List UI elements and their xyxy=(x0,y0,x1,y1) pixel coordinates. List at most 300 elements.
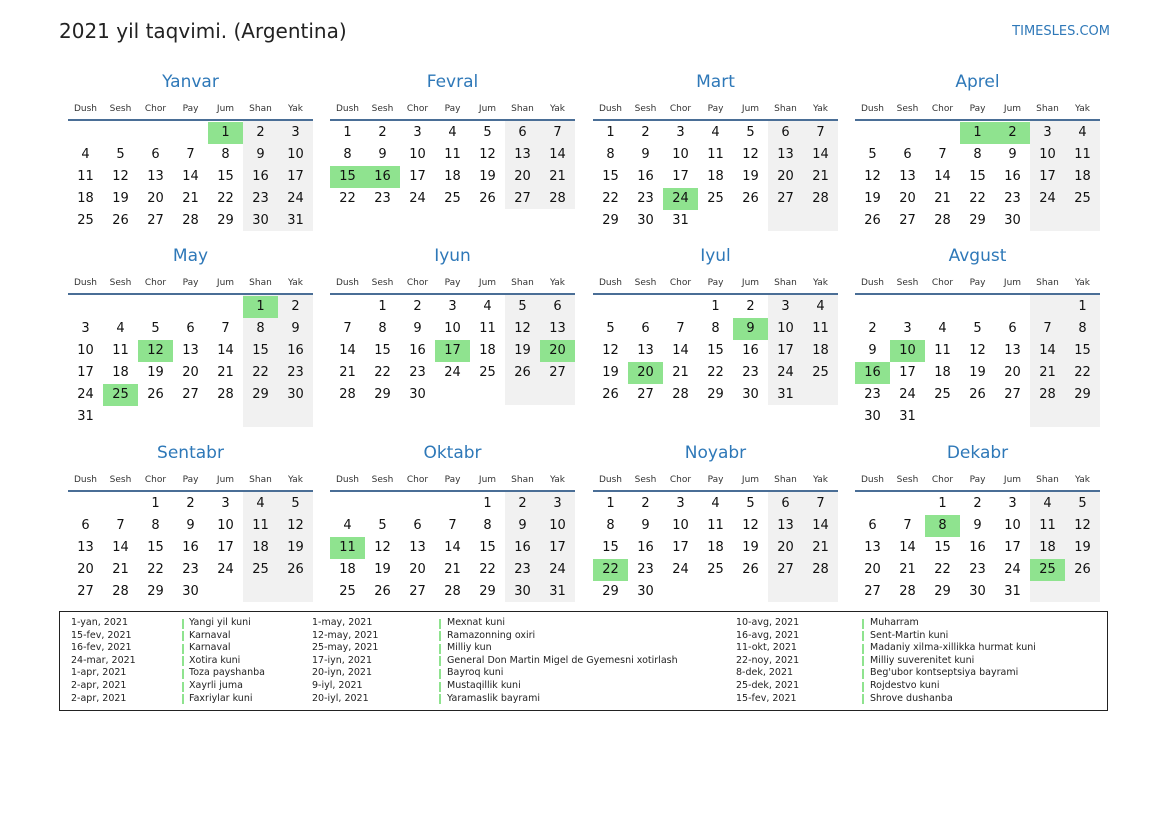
day-cell: 19 xyxy=(602,365,619,380)
weekday-header: Shan xyxy=(1036,475,1059,485)
header-rule xyxy=(68,293,313,295)
legend-date: 15-fev, 2021 xyxy=(71,629,132,641)
day-cell: 18 xyxy=(707,169,724,184)
day-cell: 25 xyxy=(707,191,724,206)
day-cell: 31 xyxy=(672,213,689,228)
day-cell: 1 xyxy=(151,496,160,511)
day-cell: 4 xyxy=(711,496,720,511)
holiday-cell: 1 xyxy=(960,122,995,144)
legend-holiday-name: Faxriylar kuni xyxy=(189,692,253,704)
weekday-header: Pay xyxy=(444,104,461,114)
day-cell: 5 xyxy=(746,125,755,140)
day-cell: 30 xyxy=(969,584,986,599)
month-name: Aprel xyxy=(955,72,1000,92)
weekday-header: Dush xyxy=(598,475,623,485)
weekday-header: Dush xyxy=(598,104,623,114)
holiday-cell: 24 xyxy=(663,188,698,210)
day-cell: 11 xyxy=(112,343,129,358)
day-cell: 1 xyxy=(378,299,387,314)
day-cell: 10 xyxy=(549,518,566,533)
day-cell: 1 xyxy=(938,496,947,511)
day-cell: 2 xyxy=(973,496,982,511)
day-cell: 4 xyxy=(711,125,720,140)
site-brand-link[interactable]: TIMESLES.COM xyxy=(1012,24,1110,39)
weekday-header: Jum xyxy=(216,278,235,288)
legend-marker xyxy=(182,669,184,679)
legend-holiday-name: Mustaqillik kuni xyxy=(447,680,521,691)
day-cell: 24 xyxy=(549,562,566,577)
day-cell: 18 xyxy=(444,169,461,184)
day-cell: 10 xyxy=(217,518,234,533)
legend-marker xyxy=(182,644,184,654)
weekday-header: Shan xyxy=(511,104,534,114)
legend-holiday-name: Yangi yil kuni xyxy=(189,617,251,628)
day-cell: 21 xyxy=(444,562,461,577)
header-rule xyxy=(855,490,1100,492)
day-cell: 17 xyxy=(672,540,689,555)
legend-date: 17-iyn, 2021 xyxy=(312,654,373,666)
day-cell: 3 xyxy=(221,496,230,511)
day-cell: 4 xyxy=(256,496,265,511)
day-cell: 29 xyxy=(1074,387,1091,402)
day-cell: 24 xyxy=(1004,562,1021,577)
weekday-header: Chor xyxy=(669,104,692,114)
weekday-header: Shan xyxy=(249,104,272,114)
day-cell: 17 xyxy=(672,169,689,184)
legend-date: 1-may, 2021 xyxy=(312,617,373,628)
weekday-header: Yak xyxy=(288,104,303,114)
weekday-header: Shan xyxy=(511,278,534,288)
day-cell: 21 xyxy=(549,169,566,184)
day-cell: 21 xyxy=(217,365,234,380)
day-cell: 30 xyxy=(514,584,531,599)
day-cell: 20 xyxy=(864,562,881,577)
day-cell: 29 xyxy=(252,387,269,402)
legend-marker xyxy=(439,631,441,641)
day-cell: 2 xyxy=(641,125,650,140)
day-cell: 7 xyxy=(816,496,825,511)
day-cell: 22 xyxy=(969,191,986,206)
day-cell: 14 xyxy=(672,343,689,358)
legend-date: 25-dek, 2021 xyxy=(736,680,800,691)
day-cell: 28 xyxy=(549,191,566,206)
day-cell: 27 xyxy=(147,213,164,228)
day-cell: 16 xyxy=(514,540,531,555)
day-cell: 29 xyxy=(147,584,164,599)
weekday-header: Pay xyxy=(182,104,199,114)
day-cell: 4 xyxy=(938,321,947,336)
day-cell: 10 xyxy=(1039,147,1056,162)
day-cell: 23 xyxy=(374,191,391,206)
day-cell: 5 xyxy=(116,147,125,162)
day-cell: 15 xyxy=(217,169,234,184)
weekday-header: Jum xyxy=(1003,104,1022,114)
weekday-header: Pay xyxy=(182,278,199,288)
day-cell: 9 xyxy=(641,518,650,533)
day-cell: 23 xyxy=(287,365,304,380)
day-cell: 9 xyxy=(378,147,387,162)
legend-date: 15-fev, 2021 xyxy=(736,692,797,704)
day-cell: 9 xyxy=(868,343,877,358)
day-cell: 7 xyxy=(1043,321,1052,336)
day-cell: 14 xyxy=(182,169,199,184)
day-cell: 15 xyxy=(374,343,391,358)
day-cell: 26 xyxy=(742,191,759,206)
day-cell: 10 xyxy=(409,147,426,162)
weekday-header: Yak xyxy=(550,104,565,114)
day-cell: 23 xyxy=(969,562,986,577)
day-cell: 8 xyxy=(973,147,982,162)
day-cell: 16 xyxy=(637,169,654,184)
legend-holiday-name: Xayrli juma xyxy=(189,680,243,691)
weekday-header: Pay xyxy=(707,278,724,288)
day-cell: 22 xyxy=(252,365,269,380)
day-cell: 26 xyxy=(864,213,881,228)
day-cell: 26 xyxy=(147,387,164,402)
day-cell: 4 xyxy=(343,518,352,533)
day-cell: 13 xyxy=(147,169,164,184)
header-rule xyxy=(855,119,1100,121)
day-cell: 22 xyxy=(602,191,619,206)
header-rule xyxy=(593,490,838,492)
day-cell: 7 xyxy=(343,321,352,336)
day-cell: 28 xyxy=(112,584,129,599)
weekday-header: Sesh xyxy=(634,475,657,485)
day-cell: 28 xyxy=(339,387,356,402)
legend-marker xyxy=(439,694,441,704)
day-cell: 16 xyxy=(182,540,199,555)
day-cell: 29 xyxy=(217,213,234,228)
month-name: Fevral xyxy=(426,72,479,92)
day-cell: 7 xyxy=(553,125,562,140)
day-cell: 19 xyxy=(479,169,496,184)
weekday-header: Sesh xyxy=(109,475,132,485)
legend-marker xyxy=(439,644,441,654)
weekday-header: Sesh xyxy=(371,475,394,485)
day-cell: 6 xyxy=(781,496,790,511)
weekday-header: Shan xyxy=(1036,104,1059,114)
day-cell: 6 xyxy=(641,321,650,336)
day-cell: 9 xyxy=(973,518,982,533)
holiday-cell: 20 xyxy=(628,362,663,384)
weekday-header: Shan xyxy=(511,475,534,485)
day-cell: 10 xyxy=(444,321,461,336)
weekday-header: Jum xyxy=(1003,475,1022,485)
weekday-header: Shan xyxy=(774,475,797,485)
weekday-header: Dush xyxy=(335,475,360,485)
day-cell: 18 xyxy=(252,540,269,555)
legend-marker xyxy=(439,669,441,679)
day-cell: 22 xyxy=(479,562,496,577)
day-cell: 12 xyxy=(742,147,759,162)
day-cell: 7 xyxy=(186,147,195,162)
day-cell: 14 xyxy=(1039,343,1056,358)
day-cell: 4 xyxy=(816,299,825,314)
day-cell: 14 xyxy=(339,343,356,358)
weekday-header: Chor xyxy=(931,104,954,114)
day-cell: 27 xyxy=(182,387,199,402)
day-cell: 8 xyxy=(606,147,615,162)
month-name: Noyabr xyxy=(684,443,747,463)
weekday-header: Pay xyxy=(969,475,986,485)
day-cell: 27 xyxy=(899,213,916,228)
day-cell: 24 xyxy=(444,365,461,380)
day-cell: 20 xyxy=(1004,365,1021,380)
day-cell: 8 xyxy=(711,321,720,336)
month-name: Mart xyxy=(696,72,735,92)
day-cell: 15 xyxy=(707,343,724,358)
day-cell: 8 xyxy=(606,518,615,533)
day-cell: 15 xyxy=(1074,343,1091,358)
holiday-cell: 9 xyxy=(733,318,768,340)
day-cell: 2 xyxy=(746,299,755,314)
day-cell: 17 xyxy=(549,540,566,555)
header-rule xyxy=(68,119,313,121)
day-cell: 15 xyxy=(602,540,619,555)
day-cell: 6 xyxy=(81,518,90,533)
legend-date: 20-iyl, 2021 xyxy=(312,692,369,704)
holiday-cell: 10 xyxy=(890,340,925,362)
day-cell: 23 xyxy=(252,191,269,206)
holiday-cell: 1 xyxy=(208,122,243,144)
weekday-header: Pay xyxy=(444,475,461,485)
day-cell: 26 xyxy=(742,562,759,577)
day-cell: 4 xyxy=(1043,496,1052,511)
day-cell: 23 xyxy=(742,365,759,380)
legend-marker xyxy=(182,656,184,666)
legend-holiday-name: Shrove dushanba xyxy=(870,692,953,704)
day-cell: 5 xyxy=(483,125,492,140)
weekday-header: Jum xyxy=(478,475,497,485)
legend-marker xyxy=(862,619,864,629)
day-cell: 27 xyxy=(777,191,794,206)
day-cell: 5 xyxy=(518,299,527,314)
legend-date: 25-may, 2021 xyxy=(312,642,379,654)
legend-marker xyxy=(182,682,184,692)
weekday-header: Sesh xyxy=(109,104,132,114)
day-cell: 14 xyxy=(899,540,916,555)
day-cell: 7 xyxy=(221,321,230,336)
day-cell: 19 xyxy=(742,169,759,184)
day-cell: 8 xyxy=(221,147,230,162)
day-cell: 25 xyxy=(479,365,496,380)
day-cell: 31 xyxy=(1004,584,1021,599)
header-rule xyxy=(330,119,575,121)
weekday-header: Dush xyxy=(73,104,98,114)
day-cell: 6 xyxy=(868,518,877,533)
day-cell: 1 xyxy=(606,125,615,140)
day-cell: 13 xyxy=(777,518,794,533)
day-cell: 25 xyxy=(707,562,724,577)
day-cell: 9 xyxy=(413,321,422,336)
day-cell: 26 xyxy=(374,584,391,599)
day-cell: 2 xyxy=(378,125,387,140)
day-cell: 4 xyxy=(1078,125,1087,140)
day-cell: 1 xyxy=(1078,299,1087,314)
holiday-cell: 15 xyxy=(330,166,365,188)
day-cell: 25 xyxy=(812,365,829,380)
day-cell: 18 xyxy=(479,343,496,358)
day-cell: 19 xyxy=(514,343,531,358)
legend-holiday-name: General Don Martin Migel de Gyemesni xotirlash xyxy=(447,654,678,666)
day-cell: 16 xyxy=(742,343,759,358)
weekday-header: Dush xyxy=(335,104,360,114)
day-cell: 1 xyxy=(711,299,720,314)
legend-date: 1-yan, 2021 xyxy=(71,617,128,628)
day-cell: 13 xyxy=(864,540,881,555)
weekday-header: Chor xyxy=(144,104,167,114)
day-cell: 9 xyxy=(518,518,527,533)
weekday-header: Jum xyxy=(741,278,760,288)
day-cell: 24 xyxy=(1039,191,1056,206)
legend-holiday-name: Milliy kun xyxy=(447,642,492,654)
day-cell: 7 xyxy=(816,125,825,140)
day-cell: 18 xyxy=(1074,169,1091,184)
day-cell: 11 xyxy=(1074,147,1091,162)
day-cell: 10 xyxy=(77,343,94,358)
day-cell: 11 xyxy=(479,321,496,336)
day-cell: 4 xyxy=(483,299,492,314)
day-cell: 3 xyxy=(1043,125,1052,140)
day-cell: 27 xyxy=(1004,387,1021,402)
day-cell: 30 xyxy=(864,409,881,424)
weekday-header: Chor xyxy=(669,475,692,485)
day-cell: 17 xyxy=(899,365,916,380)
day-cell: 20 xyxy=(409,562,426,577)
day-cell: 22 xyxy=(707,365,724,380)
weekday-header: Jum xyxy=(478,104,497,114)
month-name: Oktabr xyxy=(423,443,482,463)
day-cell: 26 xyxy=(602,387,619,402)
weekday-header: Yak xyxy=(288,278,303,288)
day-cell: 30 xyxy=(182,584,199,599)
day-cell: 22 xyxy=(934,562,951,577)
day-cell: 12 xyxy=(742,518,759,533)
legend-holiday-name: Sent-Martin kuni xyxy=(870,629,949,641)
day-cell: 9 xyxy=(291,321,300,336)
weekday-header: Dush xyxy=(860,278,885,288)
day-cell: 3 xyxy=(903,321,912,336)
day-cell: 31 xyxy=(899,409,916,424)
day-cell: 8 xyxy=(1078,321,1087,336)
weekday-header: Yak xyxy=(1075,104,1090,114)
day-cell: 20 xyxy=(777,169,794,184)
day-cell: 18 xyxy=(707,540,724,555)
day-cell: 11 xyxy=(707,147,724,162)
day-cell: 10 xyxy=(672,518,689,533)
legend-holiday-name: Karnaval xyxy=(189,629,231,641)
legend-date: 2-apr, 2021 xyxy=(71,692,127,704)
day-cell: 4 xyxy=(81,147,90,162)
day-cell: 25 xyxy=(444,191,461,206)
day-cell: 11 xyxy=(934,343,951,358)
day-cell: 9 xyxy=(641,147,650,162)
day-cell: 2 xyxy=(518,496,527,511)
header-rule xyxy=(593,293,838,295)
legend-marker xyxy=(182,694,184,704)
day-cell: 28 xyxy=(182,213,199,228)
weekday-header: Chor xyxy=(144,475,167,485)
day-cell: 30 xyxy=(409,387,426,402)
day-cell: 5 xyxy=(606,321,615,336)
day-cell: 30 xyxy=(742,387,759,402)
legend-holiday-name: Milliy suverenitet kuni xyxy=(870,654,975,666)
legend-marker xyxy=(862,631,864,641)
legend-date: 22-noy, 2021 xyxy=(736,654,800,666)
day-cell: 6 xyxy=(903,147,912,162)
holiday-cell: 17 xyxy=(435,340,470,362)
day-cell: 21 xyxy=(812,540,829,555)
day-cell: 17 xyxy=(1004,540,1021,555)
day-cell: 3 xyxy=(448,299,457,314)
day-cell: 11 xyxy=(707,518,724,533)
day-cell: 22 xyxy=(217,191,234,206)
legend-marker xyxy=(439,682,441,692)
day-cell: 28 xyxy=(217,387,234,402)
weekday-header: Yak xyxy=(1075,278,1090,288)
day-cell: 23 xyxy=(1004,191,1021,206)
holiday-cell: 12 xyxy=(138,340,173,362)
month-name: Iyul xyxy=(700,246,731,266)
day-cell: 23 xyxy=(514,562,531,577)
day-cell: 13 xyxy=(409,540,426,555)
day-cell: 29 xyxy=(374,387,391,402)
day-cell: 3 xyxy=(413,125,422,140)
weekday-header: Jum xyxy=(216,475,235,485)
day-cell: 30 xyxy=(637,213,654,228)
weekday-header: Sesh xyxy=(896,278,919,288)
day-cell: 28 xyxy=(812,562,829,577)
month-name: May xyxy=(172,246,209,266)
day-cell: 6 xyxy=(186,321,195,336)
day-cell: 19 xyxy=(112,191,129,206)
holiday-cell: 16 xyxy=(365,166,400,188)
legend-holiday-name: Bayroq kuni xyxy=(447,667,504,679)
day-cell: 7 xyxy=(938,147,947,162)
day-cell: 2 xyxy=(413,299,422,314)
day-cell: 19 xyxy=(147,365,164,380)
day-cell: 26 xyxy=(112,213,129,228)
day-cell: 8 xyxy=(343,147,352,162)
weekday-header: Shan xyxy=(774,278,797,288)
day-cell: 8 xyxy=(378,321,387,336)
day-cell: 21 xyxy=(339,365,356,380)
day-cell: 11 xyxy=(77,169,94,184)
months-grid xyxy=(68,72,1102,612)
day-cell: 29 xyxy=(479,584,496,599)
weekday-header: Yak xyxy=(288,475,303,485)
day-cell: 3 xyxy=(553,496,562,511)
day-cell: 18 xyxy=(934,365,951,380)
day-cell: 28 xyxy=(812,191,829,206)
day-cell: 6 xyxy=(781,125,790,140)
day-cell: 21 xyxy=(1039,365,1056,380)
day-cell: 29 xyxy=(602,213,619,228)
day-cell: 15 xyxy=(602,169,619,184)
legend-holiday-name: Beg'ubor kontseptsiya bayrami xyxy=(870,667,1019,679)
day-cell: 28 xyxy=(444,584,461,599)
day-cell: 1 xyxy=(606,496,615,511)
day-cell: 6 xyxy=(553,299,562,314)
day-cell: 11 xyxy=(252,518,269,533)
weekday-header: Jum xyxy=(1003,278,1022,288)
day-cell: 2 xyxy=(868,321,877,336)
legend-marker xyxy=(862,682,864,692)
day-cell: 27 xyxy=(514,191,531,206)
day-cell: 31 xyxy=(287,213,304,228)
header-rule xyxy=(855,293,1100,295)
day-cell: 21 xyxy=(899,562,916,577)
